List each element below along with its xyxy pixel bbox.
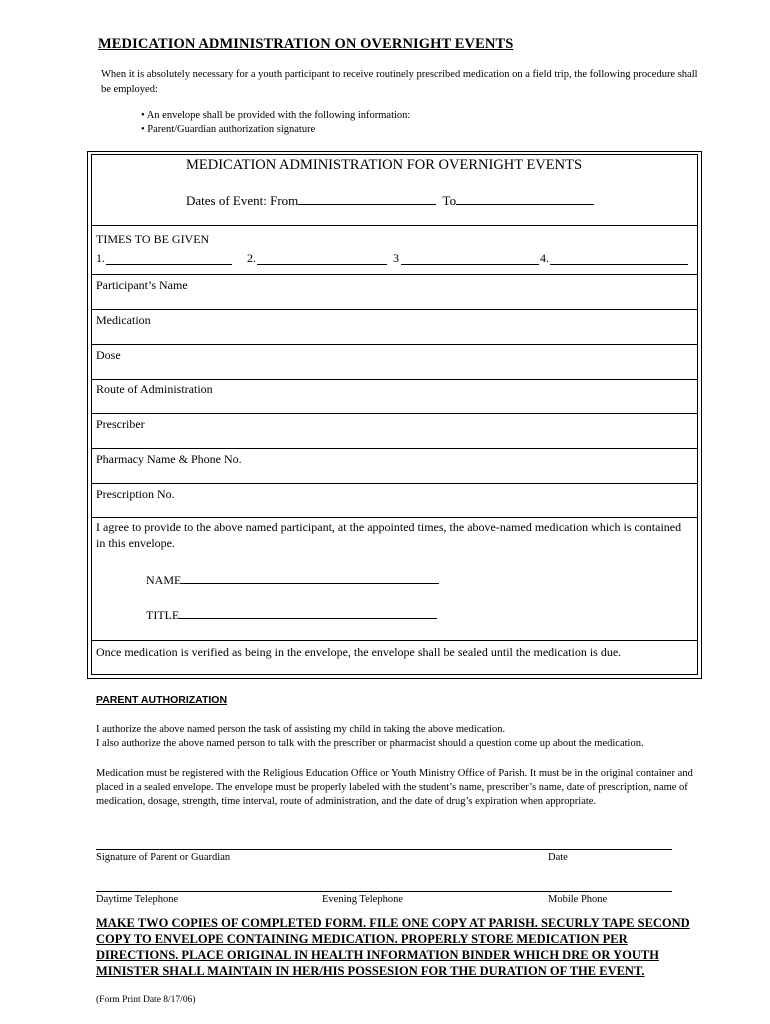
agreement-text: I agree to provide to the above named participant, at the appointed times, the above-named medication which is contained in this envelope. xyxy=(96,520,682,550)
time-3-label: 3 xyxy=(393,251,399,265)
title-line xyxy=(146,607,437,623)
dates-from-label: Dates of Event: From xyxy=(186,193,299,208)
dates-of-event xyxy=(186,193,594,209)
prescription-no-field[interactable]: Prescription No. xyxy=(96,487,175,501)
mobile-phone-label: Mobile Phone xyxy=(548,894,608,905)
prescriber-field[interactable]: Prescriber xyxy=(96,417,145,431)
time-1-field[interactable] xyxy=(106,253,232,265)
date-from-field[interactable] xyxy=(298,193,436,205)
form-title: MEDICATION ADMINISTRATION FOR OVERNIGHT EVENTS xyxy=(186,157,583,173)
page-title: MEDICATION ADMINISTRATION ON OVERNIGHT EVENTS xyxy=(98,36,514,52)
intro-text: When it is absolutely necessary for a youth participant to receive routinely prescribed medication on a field trip, the following procedure shall be employed: xyxy=(101,69,698,95)
divider xyxy=(92,344,697,345)
date-to-field[interactable] xyxy=(456,193,594,205)
dose-field[interactable]: Dose xyxy=(96,348,121,362)
divider xyxy=(92,225,697,226)
signature-label: Signature of Parent or Guardian xyxy=(96,852,231,863)
medication-form xyxy=(91,154,698,675)
divider xyxy=(92,274,697,275)
name-label: NAME xyxy=(146,573,182,587)
bullet-item: • An envelope shall be provided with the following information: xyxy=(141,110,411,121)
time-1-label: 1. xyxy=(96,251,105,265)
divider xyxy=(92,517,697,518)
pharmacy-field[interactable]: Pharmacy Name & Phone No. xyxy=(96,452,242,466)
bullet-item: • Parent/Guardian authorization signature xyxy=(141,124,316,135)
divider xyxy=(92,483,697,484)
bullet-list xyxy=(141,109,410,137)
medication-field[interactable]: Medication xyxy=(96,313,151,327)
time-4-label: 4. xyxy=(540,251,549,265)
divider xyxy=(92,448,697,449)
divider xyxy=(92,309,697,310)
parent-authorization-heading: PARENT AUTHORIZATION xyxy=(96,694,228,706)
time-2-field[interactable] xyxy=(257,253,387,265)
times-label: TIMES TO BE GIVEN xyxy=(96,232,210,246)
verified-note: Once medication is verified as being in the envelope, the envelope shall be sealed until the medication is due. xyxy=(96,645,622,659)
route-field[interactable]: Route of Administration xyxy=(96,382,213,396)
time-2-label: 2. xyxy=(247,251,256,265)
name-field[interactable] xyxy=(181,572,439,584)
time-4-field[interactable] xyxy=(550,253,688,265)
participant-name-field[interactable]: Participant’s Name xyxy=(96,278,188,292)
authorization-line-2: I also authorize the above named person to talk with the prescriber or pharmacist should a question come up about the medication. xyxy=(96,738,644,749)
divider xyxy=(92,413,697,414)
registration-text: Medication must be registered with the Religious Education Office or Youth Ministry Office of Parish. It must be in the original container and placed in a sealed envelope. The envelope must be properly labeled with the student’s name, prescriber’s name, date of prescription, name of medication, dosage, strength, time interval, route of administration, and the date of drug’s expiration when appropriate. xyxy=(96,768,693,807)
title-field[interactable] xyxy=(179,607,437,619)
divider xyxy=(92,379,697,380)
date-label: Date xyxy=(548,852,568,863)
form-print-date: (Form Print Date 8/17/06) xyxy=(96,995,196,1005)
daytime-telephone-label: Daytime Telephone xyxy=(96,894,179,905)
authorization-text xyxy=(96,723,696,751)
name-line xyxy=(146,572,439,588)
telephone-line[interactable] xyxy=(96,891,672,892)
divider xyxy=(92,640,697,641)
copy-instructions: MAKE TWO COPIES OF COMPLETED FORM. FILE ONE COPY AT PARISH. SECURLY TAPE SECOND COPY TO ENVELOPE CONTAINING MEDICATION. PROPERLY STORE MEDICATION PER DIRECTIONS. PLACE ORIGINAL IN HEALTH INFORMATION BINDER WHICH DRE OR YOUTH MINISTER SHALL MAINTAIN IN HER/HIS POSSESION FOR THE DURATION OF THE EVENT. xyxy=(96,916,690,978)
authorization-line-1: I authorize the above named person the task of assisting my child in taking the above medication. xyxy=(96,724,506,735)
time-3-field[interactable] xyxy=(401,253,539,265)
evening-telephone-label: Evening Telephone xyxy=(322,894,404,905)
dates-to-label: To xyxy=(442,193,457,208)
signature-line[interactable] xyxy=(96,849,672,850)
title-label: TITLE xyxy=(146,608,180,622)
